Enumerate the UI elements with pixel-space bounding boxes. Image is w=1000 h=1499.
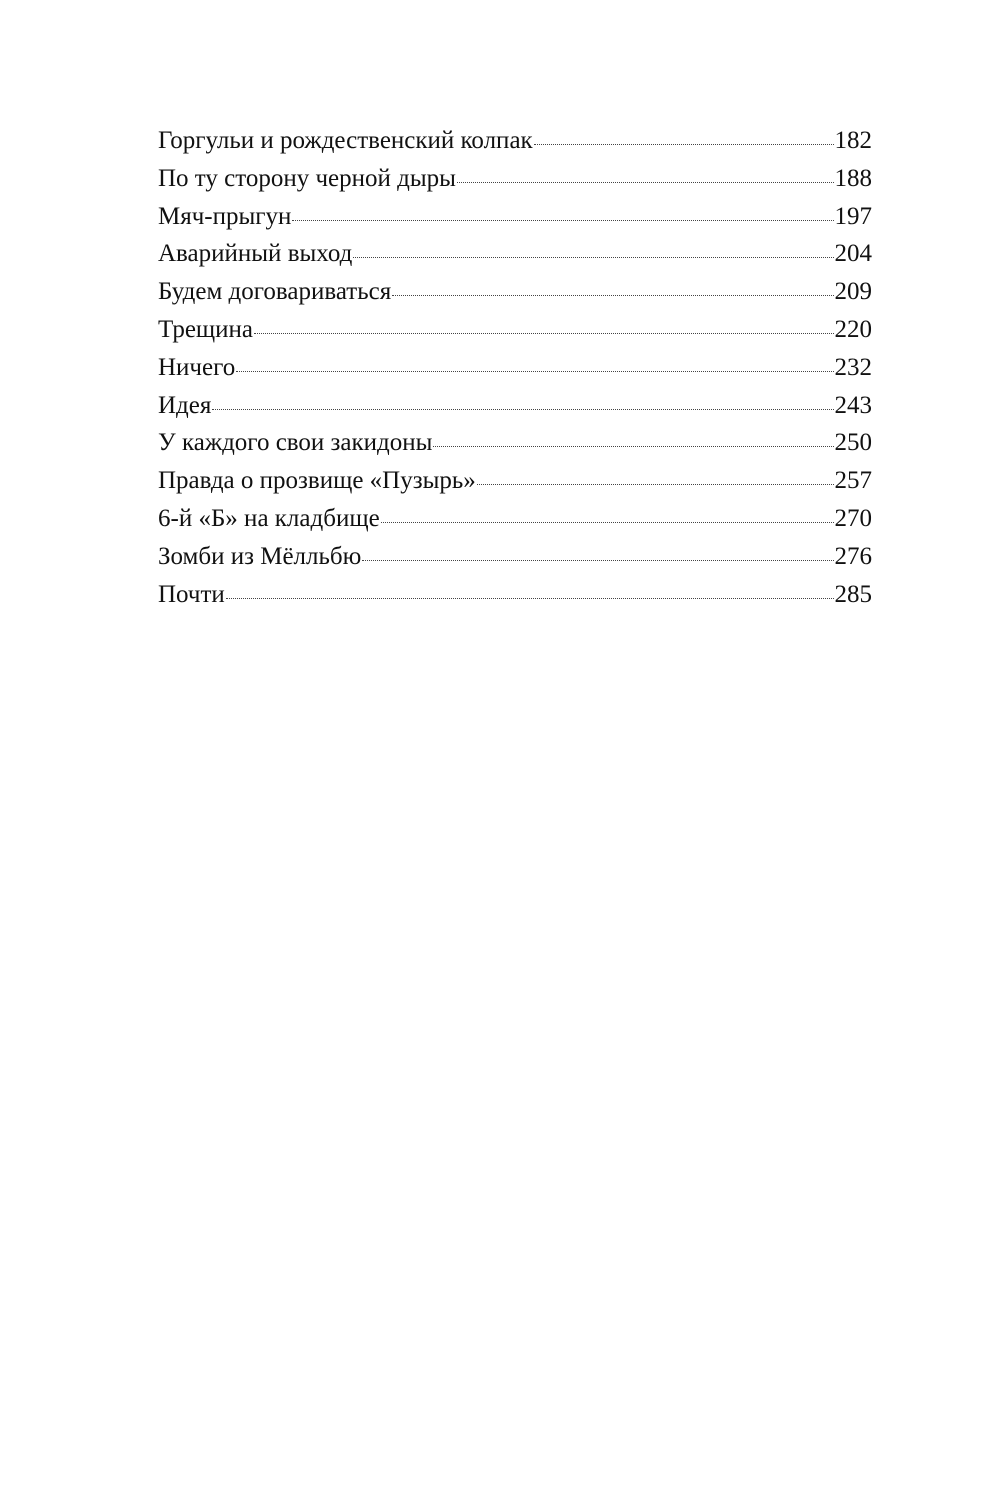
toc-entry-title: Горгульи и рождественский колпак [158,127,533,154]
toc-entry[interactable] [158,198,872,236]
toc-entry-title: Зомби из Мёлльбю [158,542,362,570]
toc-entry-page: 188 [834,164,872,192]
toc-entry[interactable] [158,576,872,614]
toc-entry-page: 204 [834,240,872,268]
toc-entry[interactable] [158,424,872,462]
toc-entry-page: 276 [834,542,872,570]
dot-leader [236,371,833,372]
toc-entry-page: 209 [834,278,872,306]
toc-entry-page: 197 [834,202,872,230]
dot-leader [292,220,833,221]
dot-leader [353,257,833,258]
toc-entry-title: Ничего [158,353,236,381]
toc-entry-title: У каждого свои закидоны [158,429,433,457]
toc-entry-page: 232 [834,353,872,381]
dot-leader [457,182,834,183]
dot-leader [433,446,833,447]
toc-entry-page: 270 [834,504,872,532]
toc-entry-page: 182 [834,127,872,154]
dot-leader [254,333,833,334]
toc-entry-page: 243 [834,391,872,419]
toc-entry[interactable] [158,160,872,198]
toc-entry-title: Почти [158,580,225,608]
toc-entry-title: Идея [158,391,212,419]
toc-entry[interactable] [158,122,872,160]
toc-entry-title: Будем договариваться [158,278,392,306]
toc-entry-page: 285 [834,580,872,608]
toc-entry-page: 220 [834,315,872,343]
toc-entry-title: Аварийный выход [158,240,353,268]
toc-entry-page: 250 [834,429,872,457]
toc-entry[interactable] [158,311,872,349]
toc-entry-page: 257 [834,467,872,495]
toc-entry[interactable] [158,387,872,425]
dot-leader [362,560,833,561]
toc-entry[interactable] [158,462,872,500]
toc-entry[interactable] [158,500,872,538]
toc-entry-title: 6-й «Б» на кладбище [158,504,380,532]
table-of-contents [158,122,872,613]
toc-entry-title: Мяч-прыгун [158,202,292,230]
toc-entry[interactable] [158,538,872,576]
toc-entry-title: По ту сторону черной дыры [158,164,456,192]
toc-entry[interactable] [158,273,872,311]
dot-leader [477,484,834,485]
dot-leader [212,409,833,410]
dot-leader [381,522,834,523]
dot-leader [226,598,834,599]
dot-leader [392,295,833,296]
toc-entry[interactable] [158,235,872,273]
toc-entry-title: Правда о прозвище «Пузырь» [158,467,476,495]
dot-leader [534,144,834,145]
toc-entry[interactable] [158,349,872,387]
toc-entry-title: Трещина [158,315,254,343]
